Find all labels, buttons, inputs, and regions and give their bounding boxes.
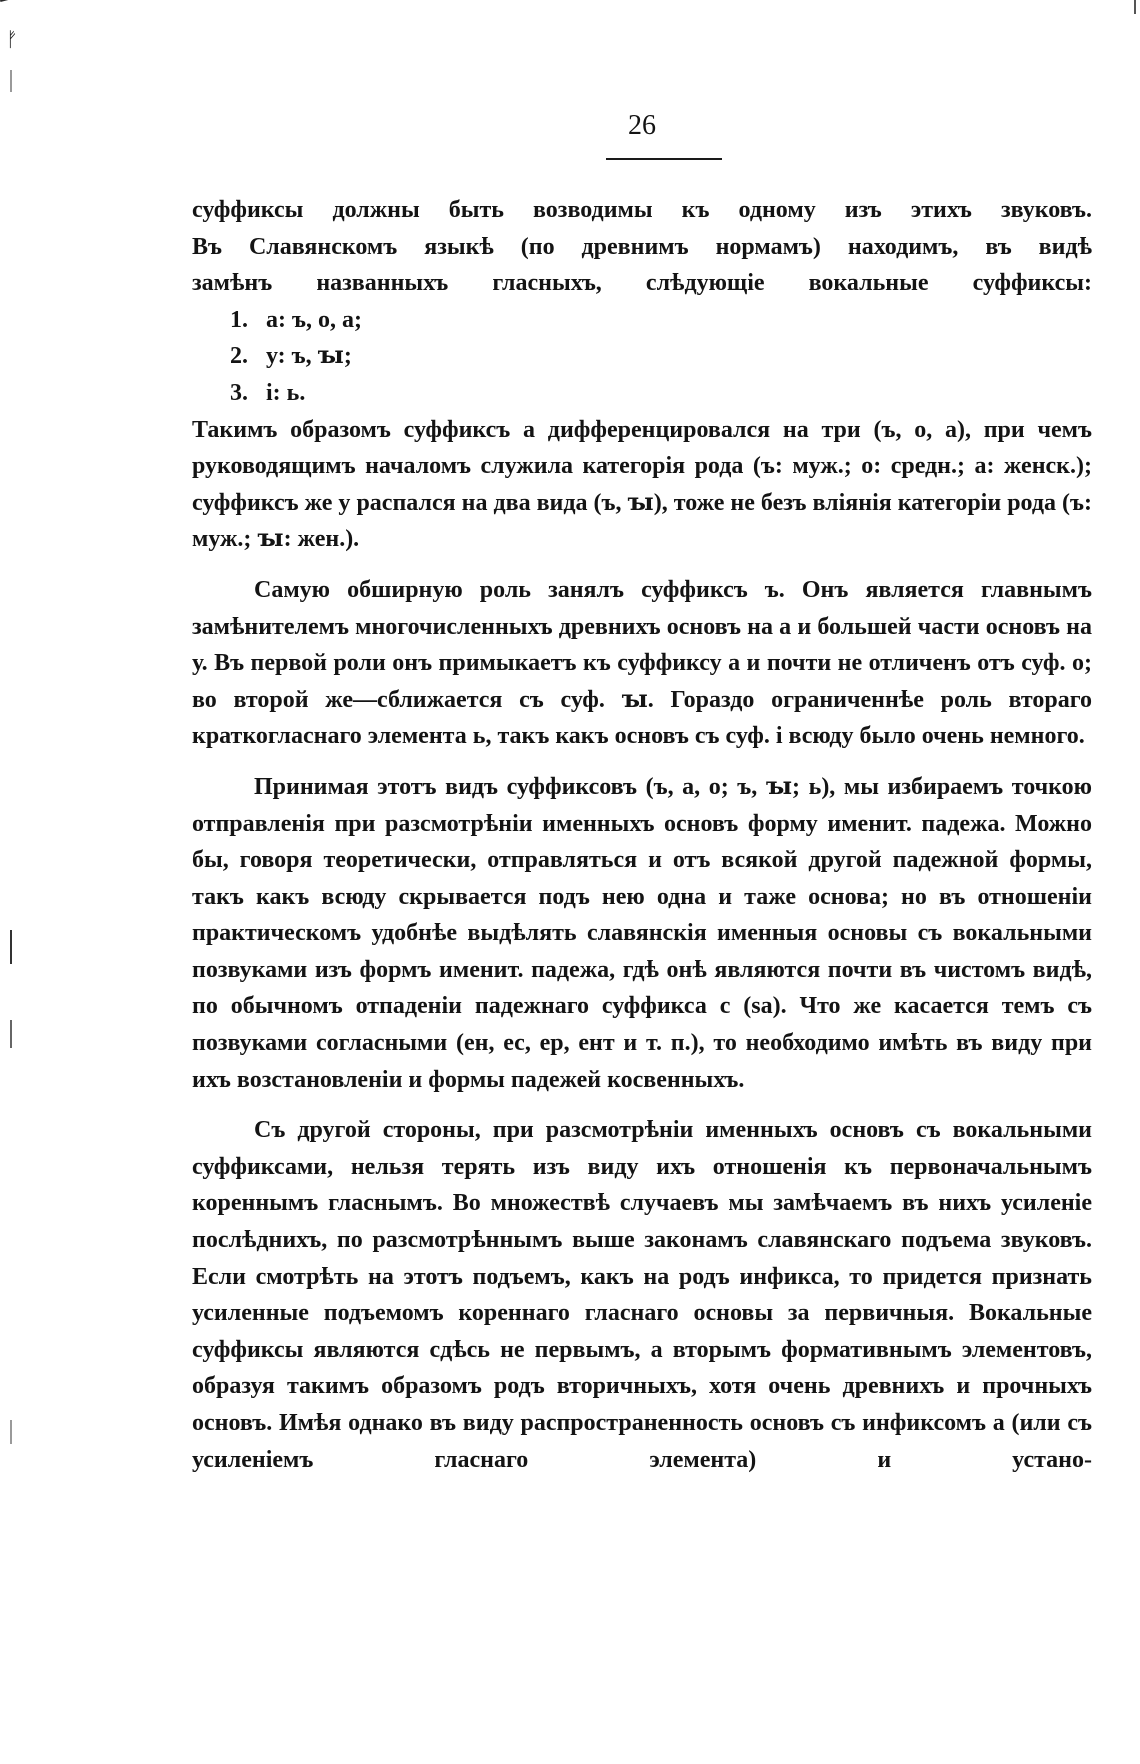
scan-edge-tick — [10, 1420, 12, 1444]
list-text: a: ъ, о, а; — [266, 306, 362, 333]
list-number: 3. — [230, 379, 248, 406]
paragraph-line: Въ Славянскомъ языкѣ (по древнимъ нормамъ) находимъ, въ видѣ — [192, 233, 1092, 260]
list-item — [192, 302, 1092, 339]
header-rule — [606, 158, 722, 160]
margin-mark: ᚠ — [6, 29, 18, 51]
suffix-list — [192, 302, 1092, 412]
list-number: 2. — [230, 343, 248, 370]
paragraph: Принимая этотъ видъ суффиксовъ (ъ, а, о; ъ, ꙑ; ь), мы избираемъ точкою отправленія при разсмотрѣніи именныхъ основъ форму именит. падежа. Можно бы, говоря теоретически, отправляться и отъ всякой другой падежной формы, такъ какъ всюду скрывается подъ нею одна и таже основа; но въ отношеніи практическомъ удобнѣе выдѣлять славянскія именныя основы съ вокальными позвуками изъ формъ именит. падежа, гдѣ онѣ являются почти въ чистомъ видѣ, по обычномъ отпаденіи падежнаго суффикса с (sa). Что же касается темъ съ позвуками согласными (ен, ес, ер, ент и т. п.), то необходимо имѣть въ виду при ихъ возстановленіи и формы падежей косвенныхъ. — [192, 773, 1092, 1093]
list-item — [192, 375, 1092, 412]
list-text: i: ь. — [266, 379, 306, 406]
list-number: 1. — [230, 306, 248, 333]
paragraph: Съ другой стороны, при разсмотрѣніи именныхъ основъ съ вокальными суффиксами, нельзя терять изъ виду ихъ отношенія къ первоначальнымъ кореннымъ гласнымъ. Во множествѣ случаевъ мы замѣчаемъ въ нихъ усиленіе послѣднихъ, по разсмотрѣннымъ выше законамъ славянскаго подъема звуковъ. Если смотрѣть на этотъ подъемъ, какъ на родъ инфикса, то придется признать усиленные подъемомъ кореннаго гласнаго основы за первичныя. Вокальные суффиксы являются сдѣсь не первымъ, а вторымъ формативнымъ элементовъ, образуя такимъ образомъ родъ вторичныхъ, хотя очень древнихъ и прочныхъ основъ. Имѣя однако въ виду распространенность основъ съ инфиксомъ а (или съ усиленіемъ гласнаго элемента) и устано- — [192, 1117, 1092, 1473]
list-text: у: ъ, ꙑ; — [266, 343, 352, 370]
page-content — [192, 110, 1092, 1730]
paragraph-line: суффиксы должны быть возводимы къ одному изъ этихъ звуковъ. — [192, 197, 1092, 223]
scan-edge-tick — [1134, 0, 1136, 14]
page-number: 26 — [628, 110, 656, 141]
paragraph-line: замѣнъ названныхъ гласныхъ, слѣдующіе вокальные суффиксы: — [192, 270, 1092, 297]
scan-corner-mark — [0, 0, 22, 2]
paragraph: Самую обширную роль занялъ суффиксъ ъ. Онъ является главнымъ замѣнителемъ многочисленныхъ древнихъ основъ на а и большей части основъ на у. Въ первой роли онъ примыкаетъ къ суффиксу а и почти не отличенъ отъ суф. о; во второй же—сближается съ суф. ꙑ. Гораздо ограниченнѣе роль втораго краткогласнаго элемента ь, такъ какъ основъ съ суф. i всюду было очень немного. — [192, 576, 1092, 750]
scan-edge-tick — [10, 930, 12, 964]
list-item — [192, 338, 1092, 375]
scan-edge-tick — [10, 70, 12, 92]
body-text — [192, 192, 1092, 1478]
paragraph: Такимъ образомъ суффиксъ а дифференцировался на три (ъ, о, а), при чемъ руководящимъ началомъ служила категорія рода (ъ: муж.; о: средн.; а: женск.); суффиксъ же у распался на два вида (ъ, ꙑ), тоже не безъ вліянія категоріи рода (ъ: муж.; ꙑ: жен.). — [192, 416, 1092, 553]
scan-edge-tick — [10, 1020, 12, 1048]
